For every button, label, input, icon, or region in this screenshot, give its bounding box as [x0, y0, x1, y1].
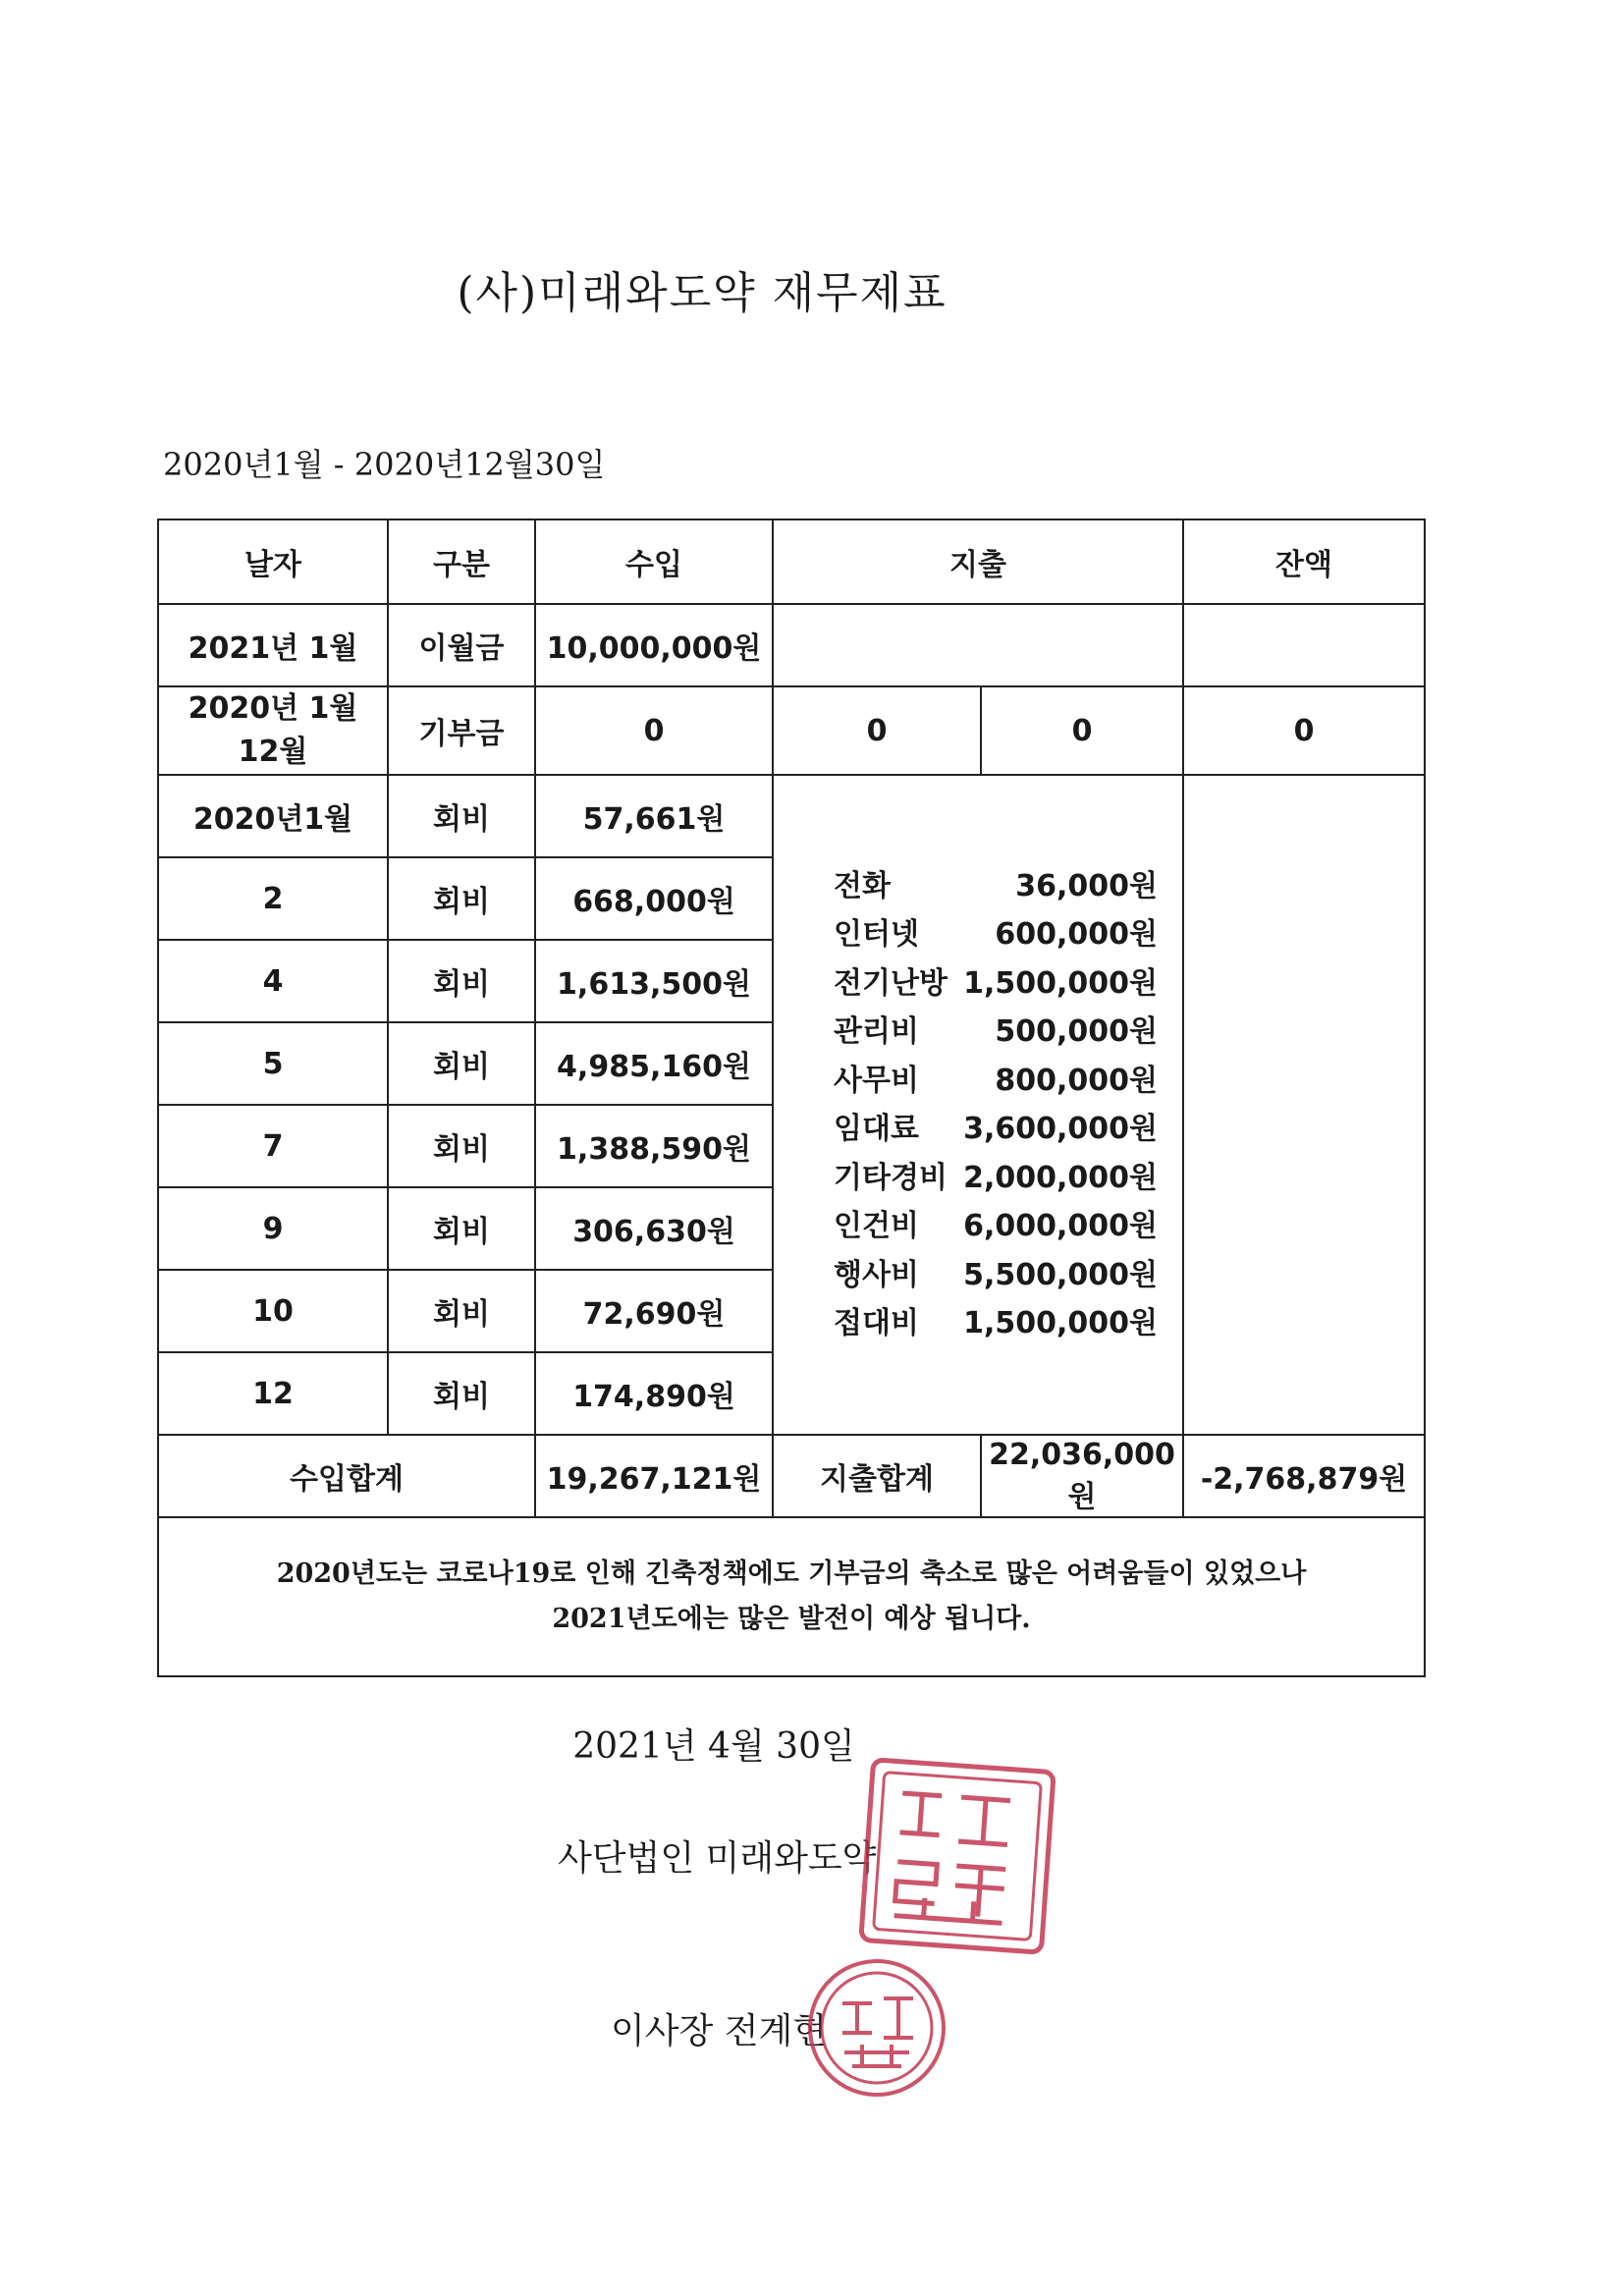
- financial-table: [157, 519, 1426, 1677]
- expense-label: 임대료: [834, 1112, 919, 1146]
- document-title: (사)미래와도약 재무제표: [457, 268, 947, 318]
- report-period: 2020년1월 - 2020년12월30일: [163, 446, 606, 483]
- income-total: 19,267,121원: [535, 1435, 773, 1517]
- expense-amount: 500,000원: [995, 1014, 1158, 1049]
- donation-row: [158, 686, 1425, 775]
- note-line-1: 2020년도는 코로나19로 인해 긴축정책에도 기부금의 축소로 많은 어려움들이 있었으나: [276, 1558, 1307, 1589]
- donation-category: 기부금: [388, 686, 535, 775]
- row-date: 9: [158, 1187, 388, 1270]
- row-date: 4: [158, 940, 388, 1022]
- chairman-name: 이사장 전계현: [611, 2011, 828, 2051]
- expense-item: [834, 959, 1158, 1009]
- expense-label: 인건비: [834, 1209, 919, 1243]
- header-category: 구분: [388, 519, 535, 604]
- table-note: [158, 1517, 1425, 1676]
- row-income: 57,661원: [535, 775, 773, 857]
- row-date: 10: [158, 1270, 388, 1352]
- expense-item: [834, 1202, 1158, 1251]
- expense-item: [834, 1299, 1158, 1348]
- expense-total: 22,036,000원: [981, 1435, 1183, 1517]
- donation-balance: 0: [1183, 686, 1425, 775]
- expense-label: 인터넷: [834, 917, 919, 952]
- expense-item: [834, 1154, 1158, 1203]
- row-category: 회비: [388, 1270, 535, 1352]
- table-header-row: [158, 519, 1425, 604]
- issue-date: 2021년 4월 30일: [572, 1726, 855, 1767]
- row-category: 회비: [388, 1187, 535, 1270]
- expense-amount: 5,500,000원: [963, 1257, 1158, 1292]
- expense-total-label: 지출합계: [773, 1435, 981, 1517]
- expense-label: 행사비: [834, 1257, 919, 1292]
- row-income: 306,630원: [535, 1187, 773, 1270]
- header-balance: 잔액: [1183, 519, 1425, 604]
- row-income: 72,690원: [535, 1270, 773, 1352]
- donation-income: 0: [535, 686, 773, 775]
- expense-label: 관리비: [834, 1014, 919, 1049]
- balance-total: -2,768,879원: [1183, 1435, 1425, 1517]
- row-date: 5: [158, 1022, 388, 1105]
- row-date: 12: [158, 1352, 388, 1435]
- carryover-income: 10,000,000원: [535, 604, 773, 686]
- row-income: 668,000원: [535, 857, 773, 940]
- expense-amount: 36,000원: [1015, 868, 1158, 903]
- expense-item: [834, 1105, 1158, 1154]
- carryover-expense: [773, 604, 1183, 686]
- row-date: 2020년1월: [158, 775, 388, 857]
- expense-amount: 6,000,000원: [963, 1209, 1158, 1243]
- row-category: 회비: [388, 775, 535, 857]
- expense-amount: 1,500,000원: [963, 965, 1158, 1001]
- expense-breakdown: [773, 775, 1183, 1435]
- donation-expense-a: 0: [773, 686, 981, 775]
- row-income: 1,613,500원: [535, 940, 773, 1022]
- expense-list: [834, 862, 1158, 1348]
- row-category: 회비: [388, 857, 535, 940]
- donation-expense-b: 0: [981, 686, 1183, 775]
- expense-item: [834, 1251, 1158, 1300]
- table-row: [158, 775, 1425, 857]
- totals-row: [158, 1435, 1425, 1517]
- income-total-label: 수입합계: [158, 1435, 535, 1517]
- note-row: [158, 1517, 1425, 1676]
- header-date: 날자: [158, 519, 388, 604]
- expense-item: [834, 1057, 1158, 1106]
- row-date: 7: [158, 1105, 388, 1187]
- personal-seal-stamp: [803, 1954, 950, 2102]
- expense-label: 접대비: [834, 1306, 919, 1340]
- carryover-category: 이월금: [388, 604, 535, 686]
- row-category: 회비: [388, 1105, 535, 1187]
- header-expense: 지출: [773, 519, 1183, 604]
- donation-date: 2020년 1월 12월: [158, 686, 388, 775]
- expense-amount: 1,500,000원: [963, 1306, 1158, 1340]
- expense-amount: 800,000원: [995, 1063, 1158, 1098]
- header-income: 수입: [535, 519, 773, 604]
- expense-item: [834, 910, 1158, 959]
- organization-name: 사단법인 미래와도약: [558, 1838, 877, 1879]
- expense-label: 기타경비: [834, 1160, 947, 1195]
- expense-label: 전화: [834, 868, 891, 903]
- monthly-balance: [1183, 775, 1425, 1435]
- expense-item: [834, 862, 1158, 911]
- expense-label: 전기난방: [834, 965, 947, 1001]
- row-date: 2: [158, 857, 388, 940]
- row-income: 1,388,590원: [535, 1105, 773, 1187]
- carryover-balance: [1183, 604, 1425, 686]
- row-category: 회비: [388, 1022, 535, 1105]
- row-income: 174,890원: [535, 1352, 773, 1435]
- expense-amount: 600,000원: [995, 917, 1158, 952]
- expense-label: 사무비: [834, 1063, 919, 1098]
- expense-item: [834, 1008, 1158, 1057]
- row-category: 회비: [388, 940, 535, 1022]
- corporate-seal-stamp: [852, 1751, 1061, 1960]
- row-category: 회비: [388, 1352, 535, 1435]
- expense-amount: 3,600,000원: [963, 1112, 1158, 1146]
- row-income: 4,985,160원: [535, 1022, 773, 1105]
- expense-amount: 2,000,000원: [963, 1160, 1158, 1195]
- carryover-date: 2021년 1월: [158, 604, 388, 686]
- note-line-2: 2021년도에는 많은 발전이 예상 됩니다.: [552, 1604, 1031, 1634]
- carryover-row: [158, 604, 1425, 686]
